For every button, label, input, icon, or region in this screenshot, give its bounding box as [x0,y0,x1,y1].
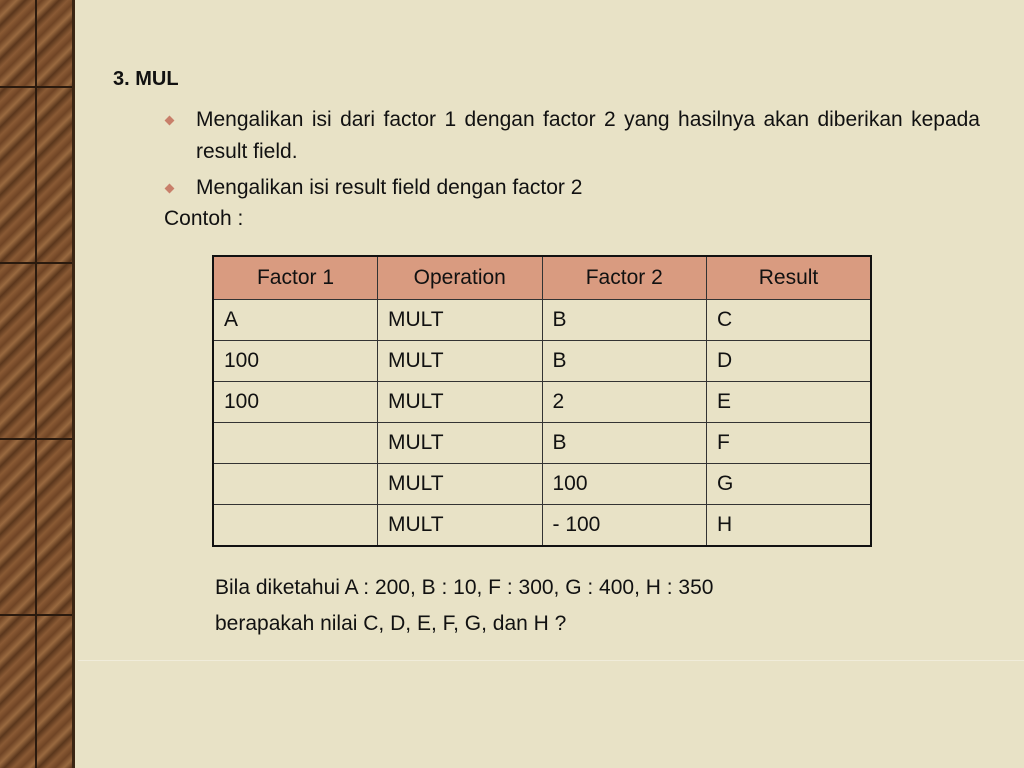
cell-factor-2: - 100 [542,505,707,547]
header-factor-1: Factor 1 [213,256,378,300]
cell-factor-1 [213,505,378,547]
cell-factor-1 [213,464,378,505]
table-row [213,341,871,382]
bullet-item [160,104,980,168]
cell-result: D [707,341,872,382]
table-row [213,382,871,423]
cell-operation: MULT [378,341,543,382]
cell-factor-1: 100 [213,341,378,382]
cell-factor-1 [213,423,378,464]
cell-result: G [707,464,872,505]
cell-operation: MULT [378,300,543,341]
decorative-wood-strip [0,0,75,768]
table-row [213,505,871,547]
cell-result: F [707,423,872,464]
cell-factor-2: 100 [542,464,707,505]
cell-operation: MULT [378,505,543,547]
question-line-1: Bila diketahui A : 200, B : 10, F : 300, G : 400, H : 350 [215,576,714,599]
bullet-text: Mengalikan isi dari factor 1 dengan factor 2 yang hasilnya akan diberikan kepada result field. [196,108,980,163]
cell-factor-2: B [542,300,707,341]
question-text [215,570,713,642]
header-result: Result [707,256,872,300]
cell-factor-2: B [542,341,707,382]
table-row [213,423,871,464]
header-operation: Operation [378,256,543,300]
mult-example-table [212,255,872,547]
bullet-item [160,172,980,204]
cell-factor-2: 2 [542,382,707,423]
table-row [213,300,871,341]
cell-operation: MULT [378,464,543,505]
table-row [213,464,871,505]
header-factor-2: Factor 2 [542,256,707,300]
bullet-list [160,104,980,208]
table-header-row [213,256,871,300]
cell-operation: MULT [378,423,543,464]
cell-factor-1: 100 [213,382,378,423]
bullet-text: Mengalikan isi result field dengan factor 2 [196,176,583,199]
footer-divider [78,660,1024,661]
cell-result: C [707,300,872,341]
question-line-2: berapakah nilai C, D, E, F, G, dan H ? [215,612,567,635]
cell-operation: MULT [378,382,543,423]
slide-title: 3. MUL [113,68,179,90]
diamond-bullet-icon [165,116,175,126]
cell-factor-2: B [542,423,707,464]
cell-factor-1: A [213,300,378,341]
example-label: Contoh : [164,207,244,230]
cell-result: E [707,382,872,423]
cell-result: H [707,505,872,547]
diamond-bullet-icon [165,184,175,194]
